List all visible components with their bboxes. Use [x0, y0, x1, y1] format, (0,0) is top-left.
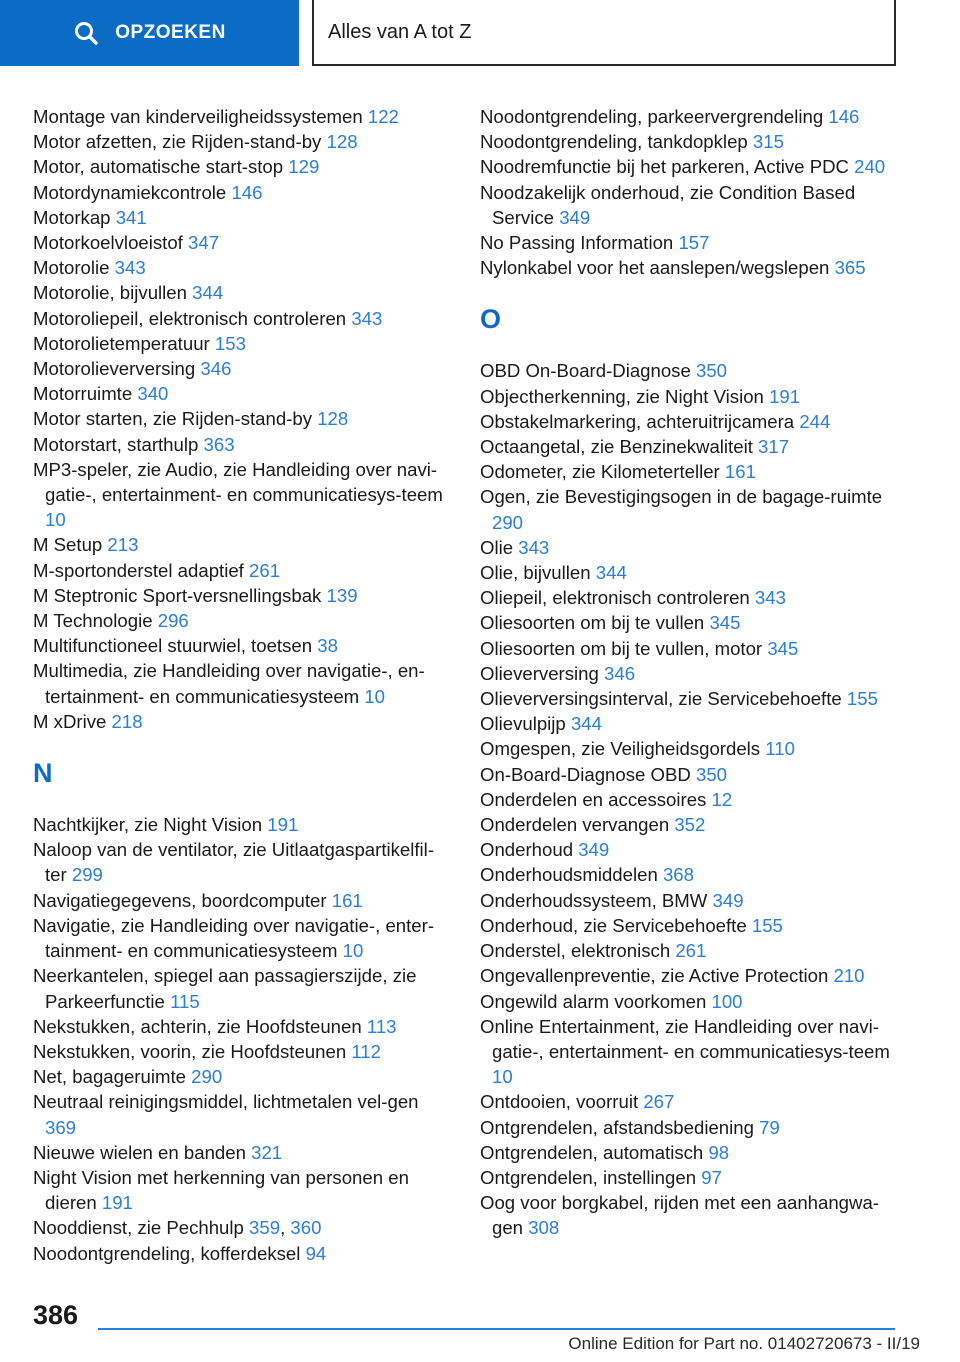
- index-entry: [480, 409, 905, 434]
- index-entry: [33, 280, 453, 305]
- index-term: Motorolietemperatuur: [33, 332, 210, 354]
- index-term: Nylonkabel voor het aanslepen/wegslepen: [480, 257, 830, 279]
- page-reference-link[interactable]: 98: [708, 1141, 730, 1163]
- page-reference-link[interactable]: 346: [200, 358, 232, 380]
- page-reference-link[interactable]: 122: [367, 106, 399, 127]
- index-entry: [480, 661, 905, 686]
- index-term: Motorolie, bijvullen: [33, 282, 187, 304]
- index-entry: [480, 610, 905, 635]
- page-reference-link[interactable]: 129: [288, 156, 320, 178]
- page-reference-link[interactable]: 363: [203, 433, 235, 455]
- index-entry: [480, 787, 905, 812]
- page-reference-link[interactable]: 369: [45, 1116, 77, 1138]
- index-term: Onderdelen en accessoires: [480, 788, 707, 810]
- search-icon: [73, 20, 99, 46]
- page-reference-link[interactable]: 155: [846, 688, 878, 710]
- page-reference-link[interactable]: 344: [570, 713, 602, 735]
- index-term: Noodontgrendeling, kofferdeksel: [33, 1242, 301, 1264]
- index-term: Motordynamiekcontrole: [33, 181, 227, 203]
- index-entry: [33, 532, 453, 557]
- index-term: Multifunctioneel stuurwiel, toetsen: [33, 635, 313, 657]
- index-term: Ongewild alarm voorkomen: [480, 990, 707, 1012]
- index-entry: [480, 129, 905, 154]
- index-term: Olievulpijp: [480, 713, 566, 735]
- index-term: Olieverversing: [480, 662, 599, 684]
- page-reference-link[interactable]: 191: [101, 1192, 133, 1214]
- page-reference-link[interactable]: 115: [170, 990, 200, 1012]
- page-reference-link[interactable]: 345: [709, 612, 741, 634]
- page-reference-link[interactable]: 352: [674, 814, 706, 836]
- page-reference-link[interactable]: 368: [662, 864, 694, 886]
- index-entry: [480, 963, 905, 988]
- page-reference-link[interactable]: 296: [157, 610, 189, 632]
- index-entry: [33, 356, 453, 381]
- page-reference-link[interactable]: 240: [854, 156, 886, 178]
- page-reference-link[interactable]: 100: [711, 990, 743, 1012]
- index-term: Motoroliepeil, elektronisch controleren: [33, 307, 347, 329]
- index-term: M Setup: [33, 534, 103, 556]
- index-entry: [33, 1140, 453, 1165]
- index-entry: [33, 709, 453, 734]
- index-entry: [480, 154, 905, 179]
- index-term: Neerkantelen, spiegel aan passagierszijde, zie Parkeerfunctie: [33, 965, 417, 1012]
- index-entry: [480, 560, 905, 585]
- page-reference-link[interactable]: 349: [712, 889, 744, 911]
- index-term: Motorolie: [33, 257, 110, 279]
- index-letter-heading: O: [480, 304, 502, 335]
- index-term: Motorstart, starthulp: [33, 433, 199, 455]
- index-entry: [480, 1115, 905, 1140]
- page-reference-link[interactable]: 191: [769, 385, 801, 407]
- page-reference-link[interactable]: 97: [701, 1166, 722, 1188]
- index-entry: [480, 1190, 905, 1240]
- index-term: Octaangetal, zie Benzinekwaliteit: [480, 436, 753, 458]
- index-entry: [33, 255, 453, 280]
- page-reference-link[interactable]: 161: [331, 889, 363, 911]
- index-entry: [480, 459, 905, 484]
- index-entry: [480, 1089, 905, 1114]
- page-reference-link[interactable]: 344: [595, 562, 627, 584]
- page-reference-link[interactable]: 210: [833, 965, 865, 987]
- index-term: Obstakelmarkering, achteruitrijcamera: [480, 410, 795, 432]
- index-entry: [480, 1014, 905, 1090]
- index-term: M Steptronic Sport-versnellingsbak: [33, 584, 322, 606]
- page-reference-link[interactable]: 343: [114, 257, 146, 279]
- page-reference-link[interactable]: 343: [754, 587, 786, 609]
- index-entry: [480, 358, 905, 383]
- index-term: Olie, bijvullen: [480, 562, 591, 584]
- index-entry: [33, 888, 453, 913]
- page-reference-link[interactable]: 38: [317, 635, 338, 657]
- index-entry: [33, 558, 453, 583]
- index-term: M Technologie: [33, 610, 153, 632]
- index-entry: [33, 457, 453, 533]
- index-column-right: [480, 104, 905, 1241]
- index-entry: [480, 1140, 905, 1165]
- page-reference-link[interactable]: 321: [251, 1141, 283, 1163]
- index-entry: [480, 1165, 905, 1190]
- page-reference-link[interactable]: 139: [326, 584, 358, 606]
- page-reference-link[interactable]: 345: [767, 637, 799, 659]
- page-reference-link[interactable]: 290: [492, 511, 524, 533]
- page-reference-link[interactable]: 146: [828, 106, 860, 127]
- page-reference-link[interactable]: 346: [604, 662, 636, 684]
- index-term: Onderhoudsmiddelen: [480, 864, 658, 886]
- index-term: On-Board-Diagnose OBD: [480, 763, 691, 785]
- index-term: Noodontgrendeling, parkeervergrendeling: [480, 106, 824, 127]
- index-term: Motor, automatische start-stop: [33, 156, 284, 178]
- index-entry: [480, 535, 905, 560]
- index-column-left: [33, 104, 453, 1266]
- page-reference-link[interactable]: 349: [559, 206, 591, 228]
- index-entry: [480, 888, 905, 913]
- page-reference-link[interactable]: 359: [249, 1217, 281, 1239]
- index-term: Nieuwe wielen en banden: [33, 1141, 246, 1163]
- index-entry: [33, 381, 453, 406]
- page-reference-link[interactable]: 317: [758, 436, 790, 458]
- index-entry: [33, 658, 453, 708]
- index-term: Oliesoorten om bij te vullen, motor: [480, 637, 763, 659]
- index-term: Neutraal reinigingsmiddel, lichtmetalen vel-gen: [33, 1091, 419, 1113]
- index-entry: [480, 255, 905, 280]
- page-reference-link[interactable]: 146: [231, 181, 263, 203]
- page-reference-link[interactable]: 350: [696, 763, 728, 785]
- index-term: Onderhoud, zie Servicebehoefte: [480, 914, 747, 936]
- page-reference-link[interactable]: 343: [518, 536, 550, 558]
- index-entry: [33, 154, 453, 179]
- search-tab-label: OPZOEKEN: [115, 22, 226, 43]
- index-term: Nekstukken, voorin, zie Hoofdsteunen: [33, 1040, 347, 1062]
- index-term: Oog voor borgkabel, rijden met een aanhangwa-gen: [480, 1192, 879, 1239]
- page-reference-link[interactable]: 10: [492, 1066, 513, 1088]
- index-term: Ogen, zie Bevestigingsogen in de bagage-ruimte: [480, 486, 883, 508]
- index-entry: [480, 711, 905, 736]
- index-term: Odometer, zie Kilometerteller: [480, 461, 720, 483]
- index-entry: [480, 837, 905, 862]
- index-term: Motor afzetten, zie Rijden-stand-by: [33, 131, 322, 153]
- index-term: No Passing Information: [480, 232, 674, 254]
- index-entry: [480, 180, 905, 230]
- page-reference-link[interactable]: 343: [351, 307, 383, 329]
- page-reference-link[interactable]: 315: [752, 131, 784, 153]
- page-number: 386: [33, 1300, 79, 1330]
- index-entry: [33, 205, 453, 230]
- index-entry: [33, 1014, 453, 1039]
- page-reference-link[interactable]: 261: [675, 940, 707, 962]
- top-navigation-bar: [0, 0, 960, 66]
- index-term: Onderstel, elektronisch: [480, 940, 671, 962]
- page-reference-link[interactable]: 349: [578, 839, 610, 861]
- index-entry: [33, 1064, 453, 1089]
- index-term: Ongevallenpreventie, zie Active Protection: [480, 965, 829, 987]
- index-term: OBD On-Board-Diagnose: [480, 360, 691, 382]
- index-entry: [480, 484, 905, 534]
- page-reference-link[interactable]: 10: [364, 685, 386, 707]
- index-term: Onderdelen vervangen: [480, 814, 670, 836]
- index-entry: [33, 837, 453, 887]
- index-term: Ontdooien, voorruit: [480, 1091, 639, 1113]
- index-entry: [480, 636, 905, 661]
- index-entry: [480, 913, 905, 938]
- page-reference-link[interactable]: 267: [643, 1091, 675, 1113]
- page-reference-link[interactable]: 112: [351, 1040, 381, 1062]
- index-entry: [480, 989, 905, 1014]
- page-reference-link[interactable]: 10: [45, 509, 66, 531]
- index-term: Motorruimte: [33, 383, 133, 405]
- page-reference-link[interactable]: 365: [834, 257, 866, 279]
- search-tab-button[interactable]: [0, 0, 299, 66]
- index-entry: [480, 736, 905, 761]
- index-term: M-sportonderstel adaptief: [33, 559, 244, 581]
- index-term: Noodzakelijk onderhoud, zie Condition Based Service: [480, 181, 856, 228]
- page-reference-link[interactable]: 290: [191, 1066, 223, 1088]
- page-reference-link[interactable]: 261: [249, 559, 281, 581]
- index-entry: [480, 434, 905, 459]
- page-reference-link[interactable]: 341: [115, 206, 147, 228]
- index-term: Night Vision met herkenning van personen en dieren: [33, 1166, 409, 1214]
- index-entry: [480, 762, 905, 787]
- page-reference-link[interactable]: 94: [305, 1242, 327, 1264]
- index-term: Navigatiegegevens, boordcomputer: [33, 889, 327, 911]
- index-entry: [33, 230, 453, 255]
- index-entry: [480, 585, 905, 610]
- index-term: Online Entertainment, zie Handleiding over navi-gatie-, entertainment- en communicatiesys-teem: [480, 1015, 890, 1062]
- index-term: Motorolieverversing: [33, 358, 196, 380]
- index-term: Multimedia, zie Handleiding over navigatie-, en-tertainment- en communicatiesysteem: [33, 660, 425, 707]
- index-term: Montage van kinderveiligheidssystemen: [33, 106, 363, 127]
- page-reference-link[interactable]: 157: [678, 232, 710, 254]
- index-term: Motor starten, zie Rijden-stand-by: [33, 408, 313, 430]
- page-reference-link[interactable]: 299: [71, 864, 103, 886]
- index-entry: [33, 1241, 453, 1266]
- footer-divider: [98, 1328, 895, 1330]
- index-entry: [33, 180, 453, 205]
- page-reference-link[interactable]: 244: [799, 410, 831, 432]
- index-term: Noodremfunctie bij het parkeren, Active PDC: [480, 156, 849, 178]
- index-entry: [33, 812, 453, 837]
- index-term: Oliepeil, elektronisch controleren: [480, 587, 750, 609]
- index-entry: [33, 583, 453, 608]
- index-entry: [33, 1039, 453, 1064]
- index-entry: [33, 1165, 453, 1215]
- index-term: Ontgrendelen, automatisch: [480, 1141, 704, 1163]
- index-entry: Nooddienst, zie Pechhulp 359, 360: [33, 1217, 322, 1239]
- index-term: Nachtkijker, zie Night Vision: [33, 814, 263, 836]
- index-letter-heading: N: [33, 758, 53, 789]
- index-entry: [33, 1089, 453, 1139]
- edition-footer: Online Edition for Part no. 01402720673 - II/19: [568, 1334, 920, 1353]
- index-term: Motorkoelvloeistof: [33, 232, 183, 254]
- page-reference-link[interactable]: 113: [366, 1015, 397, 1037]
- page-reference-link[interactable]: 155: [751, 914, 783, 936]
- section-title-tab[interactable]: [312, 0, 896, 66]
- page-reference-link[interactable]: 110: [765, 738, 795, 760]
- index-term: M xDrive: [33, 710, 107, 732]
- index-term: Motorkap: [33, 206, 111, 228]
- page-reference-link[interactable]: 308: [528, 1217, 560, 1239]
- index-entry: [480, 812, 905, 837]
- index-term: Onderhoud: [480, 839, 574, 861]
- page-reference-link[interactable]: 360: [290, 1217, 322, 1239]
- index-entry: [480, 230, 905, 255]
- page-reference-link[interactable]: 344: [192, 282, 224, 304]
- page-reference-link[interactable]: 340: [137, 383, 169, 405]
- index-term: Objectherkenning, zie Night Vision: [480, 385, 764, 407]
- index-term: Omgespen, zie Veiligheidsgordels: [480, 738, 761, 760]
- index-term: Ontgrendelen, instellingen: [480, 1166, 697, 1188]
- index-entry: [33, 432, 453, 457]
- index-term: Ontgrendelen, afstandsbediening: [480, 1116, 754, 1138]
- index-term: Olie: [480, 536, 514, 558]
- index-entry: [33, 129, 453, 154]
- index-term: Net, bagageruimte: [33, 1066, 186, 1088]
- page-reference-link[interactable]: 218: [111, 710, 143, 732]
- section-title: Alles van A tot Z: [328, 20, 472, 43]
- index-term: Nekstukken, achterin, zie Hoofdsteunen: [33, 1015, 362, 1037]
- index-entry: [33, 963, 453, 1013]
- page-reference-link[interactable]: 10: [342, 940, 364, 962]
- index-term: Navigatie, zie Handleiding over navigatie-, enter-tainment- en communicatiesysteem: [33, 914, 435, 962]
- page-reference-link[interactable]: 12: [711, 788, 733, 810]
- index-term: Olieverversingsinterval, zie Servicebehoefte: [480, 688, 842, 710]
- page-reference-link[interactable]: 213: [107, 534, 139, 556]
- index-entry: [480, 938, 905, 963]
- index-entry: [33, 331, 453, 356]
- index-term: Onderhoudssysteem, BMW: [480, 889, 708, 911]
- index-entry: [33, 104, 453, 129]
- index-entry: [480, 862, 905, 887]
- page-reference-link[interactable]: 128: [317, 408, 349, 430]
- index-entry: [33, 406, 453, 431]
- page-reference-link[interactable]: 79: [759, 1116, 780, 1138]
- page-reference-link[interactable]: 350: [696, 360, 728, 382]
- page-reference-link[interactable]: 191: [267, 814, 299, 836]
- page-reference-link[interactable]: 347: [188, 232, 220, 254]
- index-entry: [33, 306, 453, 331]
- index-term: Noodontgrendeling, tankdopklep: [480, 131, 748, 153]
- index-entry: [33, 608, 453, 633]
- index-term: Nooddienst, zie Pechhulp: [33, 1217, 244, 1239]
- index-term: Oliesoorten om bij te vullen: [480, 612, 705, 634]
- index-entry: [480, 104, 905, 129]
- index-entry: [33, 633, 453, 658]
- index-entry: [33, 913, 453, 963]
- index-entry: [480, 686, 905, 711]
- page-reference-link[interactable]: 161: [724, 461, 756, 483]
- index-term: Naloop van de ventilator, zie Uitlaatgaspartikelfil-ter: [33, 839, 435, 886]
- index-term: MP3-speler, zie Audio, zie Handleiding over navi-gatie-, entertainment- en communicatiesys-teem: [33, 458, 443, 506]
- page-reference-link[interactable]: 128: [326, 131, 358, 153]
- index-entry: [480, 384, 905, 409]
- page-reference-link[interactable]: 153: [214, 332, 246, 354]
